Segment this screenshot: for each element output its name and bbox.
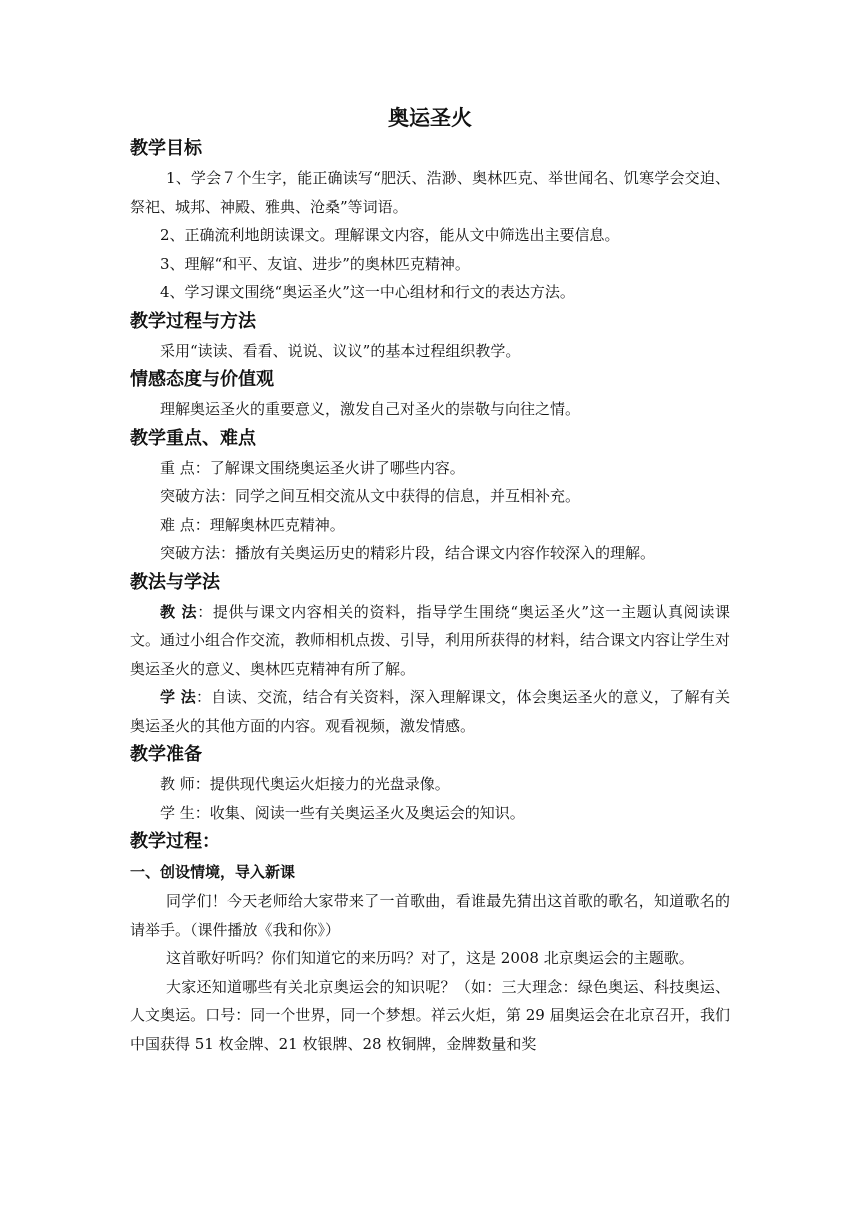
heading-teaching-goals: 教学目标 xyxy=(130,138,202,159)
teaching-method-label: 教 法 xyxy=(160,602,198,621)
goal-paragraph-2: 2、正确流利地朗读课文。理解课文内容，能从文中筛选出主要信息。 xyxy=(160,226,620,244)
teaching-method-text: ：提供与课文内容相关的资料，指导学生围绕“奥运圣火”这一主题认真阅读课文。通过小组合作交流，教师相机点拨、引导，利用所获得的材料，结合课文内容让学生对奥运圣火的意义、奥林匹克精神有所了解。 xyxy=(130,602,731,678)
heading-preparation: 教学准备 xyxy=(130,744,202,765)
student-preparation-paragraph: 学 生：收集、阅读一些有关奥运圣火及奥运会的知识。 xyxy=(160,803,525,822)
heading-procedure: 教学过程： xyxy=(130,831,220,852)
document-body xyxy=(130,134,730,1058)
learning-method-text: ：自读、交流，结合有关资料，深入理解课文，体会奥运圣火的意义，了解有关奥运圣火的其他方面的内容。观看视频，激发情感。 xyxy=(130,688,730,735)
procedure-paragraph-1: 同学们！今天老师给大家带来了一首歌曲，看谁最先猜出这首歌的歌名，知道歌名的请举手。（课件播放《我和你》） xyxy=(130,892,730,939)
heading-methods: 教法与学法 xyxy=(130,571,220,593)
goal-paragraph-1: 1、学会７个生字，能正确读写“肥沃、浩渺、奥林匹克、举世闻名、饥寒学会交迫、祭祀、城邦、神殿、雅典、沧桑”等词语。 xyxy=(130,169,730,216)
goal-paragraph-3: 3、理解“和平、友谊、进步”的奥林匹克精神。 xyxy=(160,254,470,273)
teacher-preparation-paragraph: 教 师：提供现代奥运火炬接力的光盘录像。 xyxy=(160,775,450,793)
subheading-create-context: 一、创设情境，导入新课 xyxy=(130,863,296,881)
difficult-point-paragraph: 难 点：理解奥林匹克精神。 xyxy=(160,515,345,534)
teaching-method-paragraph xyxy=(130,598,730,684)
heading-attitude-values: 情感态度与价值观 xyxy=(130,369,274,390)
goal-paragraph-4: 4、学习课文围绕“奥运圣火”这一中心组材和行文的表达方法。 xyxy=(160,283,575,301)
procedure-paragraph-2: 这首歌好听吗？你们知道它的来历吗？对了，这是 2008 北京奥运会的主题歌。 xyxy=(166,949,694,967)
document-title: 奥运圣火 xyxy=(388,106,472,130)
key-point-paragraph: 重 点：了解课文围绕奥运圣火讲了哪些内容。 xyxy=(160,458,465,477)
key-point-solution-paragraph: 突破方法：同学之间互相交流从文中获得的信息，并互相补充。 xyxy=(160,487,581,505)
heading-key-points: 教学重点、难点 xyxy=(130,427,256,449)
heading-process-method: 教学过程与方法 xyxy=(130,310,256,332)
learning-method-paragraph xyxy=(130,683,730,740)
process-method-paragraph: 采用“读读、看看、说说、议议”的基本过程组织教学。 xyxy=(160,341,521,360)
attitude-paragraph: 理解奥运圣火的重要意义，激发自己对圣火的崇敬与向往之情。 xyxy=(160,400,581,418)
procedure-paragraph-3: 大家还知道哪些有关北京奥运会的知识呢？（如：三大理念：绿色奥运、科技奥运、人文奥运。口号：同一个世界，同一个梦想。祥云火炬，第 29 届奥运会在北京召开，我们中国获得 51 枚金牌、21 枚银牌、28 枚铜牌，金牌数量和奖 xyxy=(130,977,730,1053)
learning-method-label: 学 法 xyxy=(160,688,197,706)
difficult-point-solution-paragraph: 突破方法：播放有关奥运历史的精彩片段，结合课文内容作较深入的理解。 xyxy=(160,544,656,562)
